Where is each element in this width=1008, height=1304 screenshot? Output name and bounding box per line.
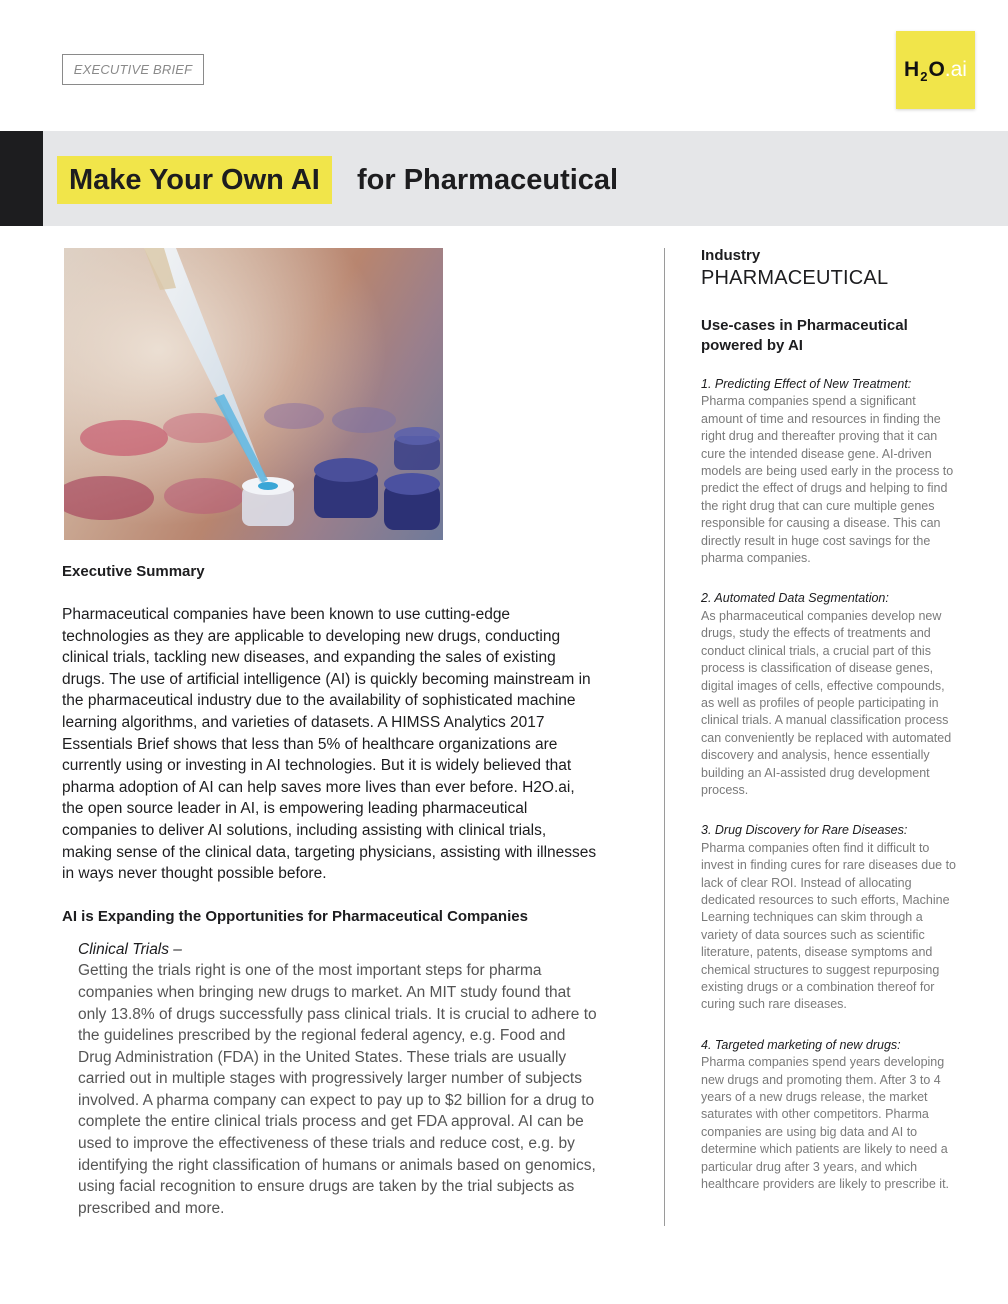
clinical-trials-title: Clinical Trials – xyxy=(78,940,182,958)
industry-value: PHARMACEUTICAL xyxy=(701,267,889,289)
usecase-item xyxy=(701,376,956,567)
usecase-item xyxy=(701,590,956,799)
usecase-heading: 3. Drug Discovery for Rare Diseases: xyxy=(701,823,908,838)
page-title-rest: for Pharmaceutical xyxy=(357,164,619,196)
pipette-vials-photo xyxy=(64,248,443,540)
logo-o: O xyxy=(928,58,945,81)
ai-opportunities-heading: AI is Expanding the Opportunities for Pharmaceutical Companies xyxy=(62,907,528,925)
main-column xyxy=(62,560,597,1219)
logo-h: H xyxy=(904,58,920,81)
industry-label: Industry xyxy=(701,247,761,264)
logo-sub: 2 xyxy=(920,68,928,84)
usecase-text: Pharma companies often find it difficult to invest in finding cures for rare diseases due to lack of clear ROI. Instead of allocating dedicated resources to such efforts, Machine Learning techniques can skim through a variety of data sources such as scientific literature, patents, disease symptoms and chemical structures to suggest repurposing existing drugs or a combination thereof for curing such rare diseases. xyxy=(701,840,956,1012)
usecase-list xyxy=(701,376,956,1193)
h2o-logo xyxy=(896,31,975,109)
column-divider xyxy=(664,248,665,1226)
usecase-text: Pharma companies spend a significant amount of time and resources in finding the right drug and thereafter proving that it can cure the intended disease gene. AI-driven models are being used early in the process to predict the effect of drugs and helping to find the right drug that can cure multiple genes responsible for causing a disease. This can directly result in huge cost savings for the pharma companies. xyxy=(701,394,954,566)
usecase-text: As pharmaceutical companies develop new drugs, study the effects of treatments and conduct clinical trials, a crucial part of this process is classification of disease genes, digital images of cells, effective compounds, as well as profiles of people participating in clinical trials. A manual classification process can conveniently be replaced with automated discovery and analysis, hence essentially building an AI-assisted drug development process. xyxy=(701,608,952,797)
usecase-item xyxy=(701,822,956,1013)
usecase-heading: 1. Predicting Effect of New Treatment: xyxy=(701,377,912,391)
clinical-trials-section xyxy=(78,939,598,1220)
clinical-trials-text: Getting the trials right is one of the most important steps for pharma companies when bringing new drugs to market. An MIT study found that only 13.8% of drugs successfully pass clinical trials. It is crucial to adhere to the guidelines prescribed by the regional federal agency, e.g. Food and Drug Administration (FDA) in the United States. These trials are usually carried out in multiple stages with progressively larger number of subjects involved. A pharma company can expect to pay up to $2 billion for a drug to complete the entire clinical trials process and get FDA approval. AI can be used to improve the effectiveness of these trials and reduce cost, e.g. by identifying the right classification of humans or animals based on genomics, using facial recognition to ensure drugs are taken by the trial subjects as prescribed and more. xyxy=(78,962,597,1217)
usecase-heading: 2. Automated Data Segmentation: xyxy=(701,591,889,606)
pipette-vials-illustration xyxy=(64,248,443,540)
logo-ai: .ai xyxy=(944,58,967,81)
executive-summary-heading: Executive Summary xyxy=(62,563,205,580)
usecase-item xyxy=(701,1037,956,1194)
usecases-title: Use-cases in Pharmaceutical powered by AI xyxy=(701,317,908,354)
executive-brief-label: EXECUTIVE BRIEF xyxy=(62,54,204,85)
executive-summary-text: Pharmaceutical companies have been known to use cutting-edge technologies as they are applicable to developing new drugs, conducting clinical trials, tackling new diseases, and expanding the sales of existing drugs. The use of artificial intelligence (AI) is quickly becoming mainstream in the pharmaceutical industry due to the availability of sophisticated machine learning algorithms, and varieties of datasets. A HIMSS Analytics 2017 Essentials Brief shows that less than 5% of healthcare organizations are currently using or investing in AI technologies. But it is widely believed that pharma adoption of AI can help saves more lives than ever before. H2O.ai, the open source leader in AI, is empowering leading pharmaceutical companies to deliver AI solutions, including assisting with clinical trials, making sense of the clinical data, targeting physicians, assisting with illnesses in ways never thought possible before. xyxy=(62,606,597,883)
page-title-highlight: Make Your Own AI xyxy=(57,156,332,204)
usecase-heading: 4. Targeted marketing of new drugs: xyxy=(701,1037,901,1052)
banner-accent-bar xyxy=(0,131,43,226)
usecase-text: Pharma companies spend years developing new drugs and promoting them. After 3 to 4 years of a new drugs release, the market saturates with other competitors. Pharma companies are using big data and AI to determine which patients are likely to need a particular drug after 3 years, and which healthcare providers are likely to prescribe it. xyxy=(701,1055,950,1192)
sidebar xyxy=(701,246,956,1193)
